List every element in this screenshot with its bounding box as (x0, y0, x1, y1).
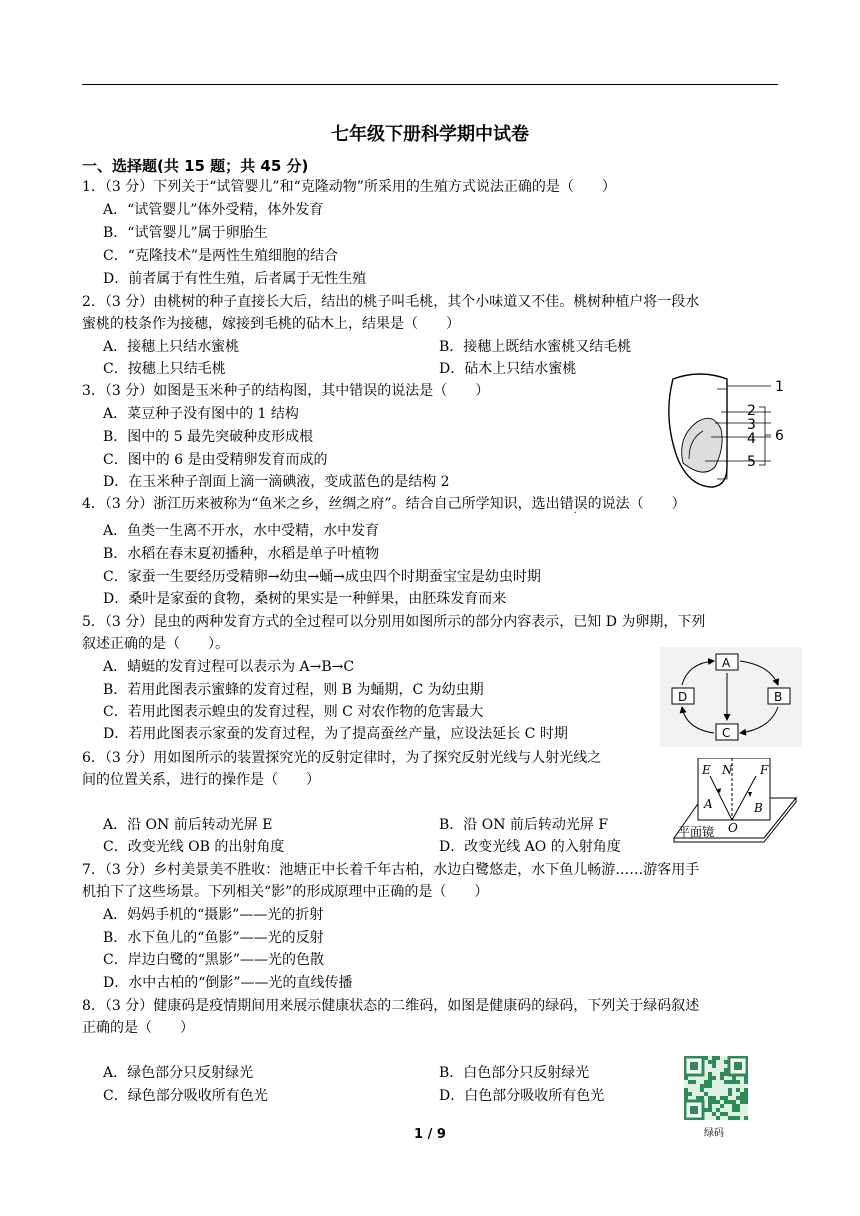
q1-option-b[interactable]: B．“试管婴儿”属于卵胎生 (103, 225, 268, 241)
q8-stem-line1: 8．（3 分）健康码是疫情期间用来展示健康状态的二维码，如图是健康码的绿码，下列关于绿码叙述 (82, 998, 700, 1014)
header-rule (82, 84, 778, 85)
q3-option-c[interactable]: C．图中的 6 是由受精卵发育而成的 (103, 452, 328, 468)
cycle-box-c: C (722, 726, 731, 740)
q1-option-c[interactable]: C．“克隆技术”是两性生殖细胞的结合 (103, 248, 339, 264)
page-title: 七年级下册科学期中试卷 (331, 124, 529, 145)
q8-option-c[interactable]: C．绿色部分吸收所有色光 (103, 1088, 268, 1104)
cycle-box-a: A (722, 656, 731, 670)
apparatus-label-o: O (728, 821, 738, 835)
q5-option-b[interactable]: B．若用此图表示蜜蜂的发育过程，则 B 为蛹期，C 为幼虫期 (103, 682, 484, 698)
seed-label-2: 2 (747, 403, 756, 419)
q5-stem-line1: 5．（3 分）昆虫的两种发育方式的全过程可以分别用如图所示的部分内容表示，已知 D 为卵期，下列 (82, 614, 706, 630)
q6-option-b[interactable]: B．沿 ON 前后转动光屏 F (439, 817, 609, 833)
mirror-label: 平面镜 (678, 825, 715, 839)
q1-option-d[interactable]: D．前者属于有性生殖，后者属于无性生殖 (103, 271, 367, 287)
q2-option-a[interactable]: A．接穗上只结水蜜桃 (103, 339, 240, 355)
seed-label-6: 6 (775, 428, 784, 444)
q3-option-b[interactable]: B．图中的 5 最先突破种皮形成根 (103, 429, 314, 445)
q6-option-d[interactable]: D．改变光线 AO 的入射角度 (439, 839, 621, 855)
q8-option-d[interactable]: D．白色部分吸收所有色光 (439, 1088, 605, 1104)
q5-option-d[interactable]: D．若用此图表示家蚕的发育过程，为了提高蚕丝产量，应设法延长 C 时期 (103, 726, 568, 742)
q7-option-b[interactable]: B．水下鱼儿的“鱼影”——光的反射 (103, 930, 324, 946)
q4-option-c[interactable]: C．家蚕一生要经历受精卵→幼虫→蛹→成虫四个时期蚕宝宝是幼虫时期 (103, 569, 541, 585)
q4-option-b[interactable]: B．水稻在春末夏初播种，水稻是单子叶植物 (103, 546, 380, 562)
reflection-apparatus-diagram (668, 758, 800, 848)
corn-seed-diagram (655, 367, 795, 497)
q4-stem-emphasis: 错误 (559, 496, 588, 512)
seed-label-1: 1 (775, 379, 784, 395)
q3-stem: 3．（3 分）如图是玉米种子的结构图，其中错误的说法是（ ） (82, 383, 490, 399)
q6-option-c[interactable]: C．改变光线 OB 的出射角度 (103, 839, 285, 855)
insect-cycle-diagram (660, 647, 802, 747)
q4-stem-part1: 4．（3 分）浙江历来被称为“鱼米之乡，丝绸之府”。结合自己所学知识，选出 (82, 496, 560, 512)
apparatus-label-e: E (702, 763, 711, 777)
q4-option-a[interactable]: A．鱼类一生离不开水，水中受精，水中发育 (103, 523, 380, 539)
q5-option-a[interactable]: A．蜻蜓的发育过程可以表示为 A→B→C (103, 659, 355, 675)
cycle-box-b: B (774, 690, 783, 704)
q8-stem-line2: 正确的是（ ） (82, 1020, 194, 1036)
seed-label-5: 5 (747, 454, 756, 470)
q2-option-b[interactable]: B．接穗上既结水蜜桃又结毛桃 (439, 339, 632, 355)
apparatus-label-a: A (704, 797, 713, 811)
q4-stem-part2: 的说法（ ） (587, 496, 686, 512)
q7-stem-line2: 机拍下了这些场景。下列相关“影”的形成原理中正确的是（ ） (82, 884, 489, 900)
q6-stem-line1: 6．（3 分）用如图所示的装置探究光的反射定律时，为了探究反射光线与人射光线之 (82, 750, 602, 766)
q4-stem (82, 494, 686, 514)
q8-option-a[interactable]: A．绿色部分只反射绿光 (103, 1065, 254, 1081)
q7-option-c[interactable]: C．岸边白鹭的“黑影”——光的色散 (103, 952, 325, 968)
q3-option-d[interactable]: D．在玉米种子剖面上滴一滴碘液，变成蓝色的是结构 2 (103, 474, 450, 490)
health-code-qr-image (684, 1056, 748, 1120)
q2-stem-line1: 2．（3 分）由桃树的种子直接长大后，结出的桃子叫毛桃，其个小味道又不佳。桃树种植户将一段水 (82, 294, 700, 310)
q6-stem-line2: 间的位置关系，进行的操作是（ ） (82, 772, 320, 788)
seed-label-3: 3 (747, 417, 756, 433)
q7-option-a[interactable]: A．妈妈手机的“摄影”——光的折射 (103, 907, 324, 923)
q2-option-d[interactable]: D．砧木上只结水蜜桃 (439, 361, 577, 377)
q4-option-d[interactable]: D．桑叶是家蚕的食物，桑树的果实是一种鲜果，由胚珠发育而来 (103, 591, 507, 607)
q7-stem-line1: 7．（3 分）乡村美景美不胜收：池塘正中长着千年古柏，水边白鹭悠走，水下鱼儿畅游……游客用手 (82, 862, 700, 878)
q5-stem-line2: 叙述正确的是（ ）。 (82, 636, 229, 652)
q3-option-a[interactable]: A．菜豆种子没有图中的 1 结构 (103, 406, 299, 422)
seed-label-4: 4 (747, 431, 756, 447)
q7-option-d[interactable]: D．水中古柏的“倒影”——光的直线传播 (103, 975, 353, 991)
page-number: 1 / 9 (414, 1127, 446, 1142)
q2-option-c[interactable]: C．按穗上只结毛桃 (103, 361, 226, 377)
section-heading: 一、选择题(共 15 题；共 45 分) (82, 157, 309, 175)
q2-stem-line2: 蜜桃的枝条作为接穗，嫁接到毛桃的砧木上，结果是（ ） (82, 316, 460, 332)
q8-option-b[interactable]: B．白色部分只反射绿光 (439, 1065, 590, 1081)
cycle-box-d: D (678, 690, 688, 704)
q5-option-c[interactable]: C．若用此图表示蝗虫的发育过程，则 C 对农作物的危害最大 (103, 704, 484, 720)
apparatus-label-b: B (754, 801, 763, 815)
q1-option-a[interactable]: A．“试管婴儿”体外受精，体外发育 (103, 202, 324, 218)
q6-option-a[interactable]: A．沿 ON 前后转动光屏 E (103, 817, 273, 833)
qr-caption: 绿码 (704, 1128, 724, 1139)
apparatus-label-n: N (722, 763, 733, 777)
q1-stem: 1．（3 分）下列关于“试管婴儿”和“克隆动物”所采用的生殖方式说法正确的是（ ） (82, 179, 616, 195)
apparatus-label-f: F (760, 763, 769, 777)
